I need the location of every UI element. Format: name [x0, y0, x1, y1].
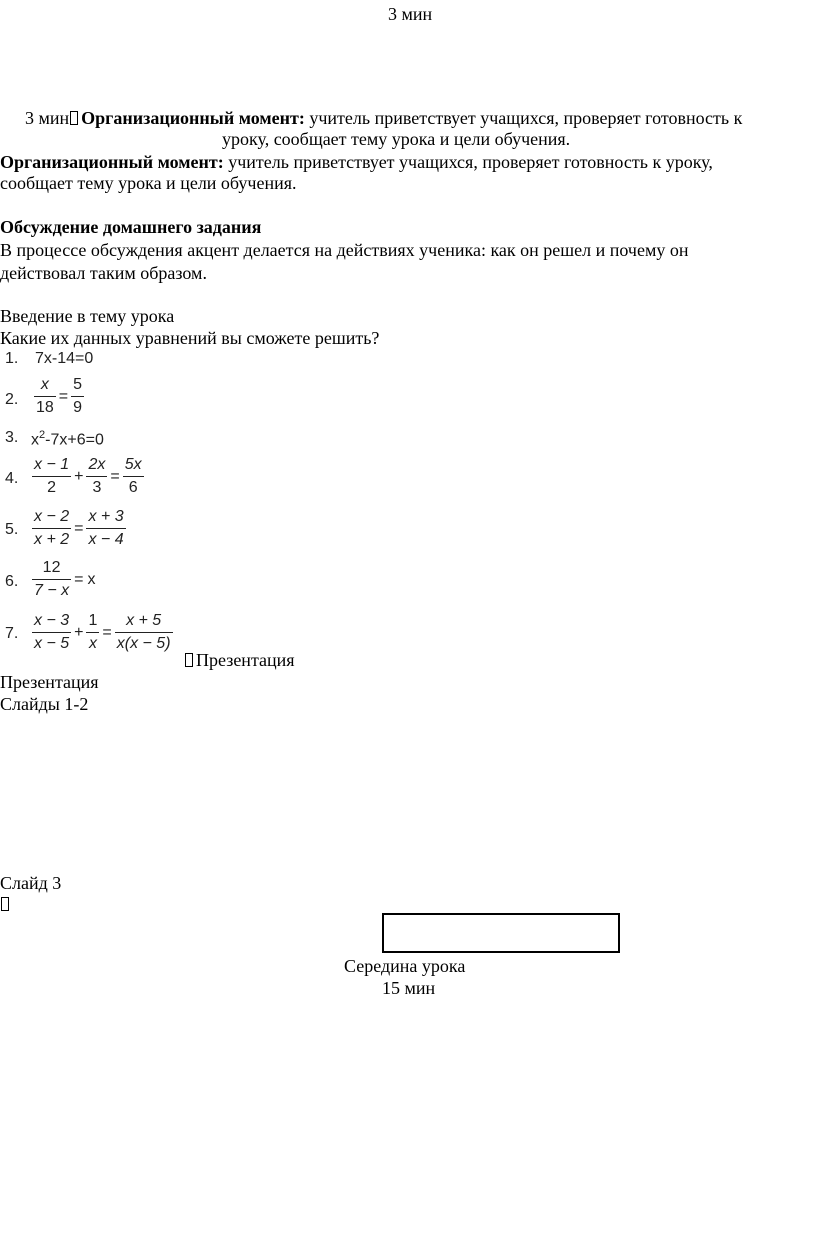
- homework-title-text: Обсуждение домашнего задания: [0, 217, 262, 237]
- eq7-den3: x(x − 5): [116, 635, 171, 652]
- eq7-num1: x − 3: [32, 610, 71, 633]
- eq6: [31, 557, 97, 602]
- empty-frame: [382, 913, 620, 953]
- eq4-num3: 5x: [123, 454, 144, 477]
- eq7-num3: x + 5: [115, 610, 173, 633]
- stage-text-1: учитель приветствует учащихся, проверяет готовность к: [304, 108, 743, 128]
- eq4-num1: x − 1: [32, 454, 71, 477]
- eq2-den1: 18: [36, 399, 54, 416]
- slides-1-2: Слайды 1-2: [0, 694, 89, 714]
- org-title: Организационный момент:: [0, 152, 224, 172]
- eq4-den1: 2: [47, 479, 57, 496]
- eq3: [31, 429, 104, 449]
- eq1-number: 1.: [5, 350, 19, 367]
- missing-glyph-icon: [1, 897, 9, 911]
- eq6-number: 6.: [5, 573, 19, 590]
- eq3-base: x: [31, 431, 39, 449]
- eq4-den3: 6: [128, 479, 138, 496]
- eq7-eq: =: [102, 623, 112, 641]
- eq7-den1: x − 5: [34, 635, 70, 652]
- presentation-inline-label: Презентация: [196, 650, 295, 670]
- eq4-den2: 3: [92, 479, 102, 496]
- eq4-eq: =: [110, 467, 120, 485]
- missing-glyph-icon: [185, 653, 193, 667]
- slide-3: Слайд 3: [0, 873, 62, 893]
- eq5-den1: x + 2: [34, 531, 70, 548]
- eq5-num2: x + 3: [86, 506, 125, 529]
- eq6-eq: =: [74, 570, 84, 588]
- homework-title: [0, 216, 261, 238]
- org-line-1: [0, 151, 713, 173]
- eq7-den2: x: [88, 635, 97, 652]
- missing-glyph-line: [0, 893, 12, 915]
- eq2-eq: =: [58, 387, 69, 405]
- homework-line-1: В процессе обсуждения акцент делается на действиях ученика: как он решел и почему он: [0, 240, 689, 260]
- eq1: 7x-14=0: [35, 350, 94, 367]
- stage-text-2: уроку, сообщает тему урока и цели обучения.: [222, 129, 571, 149]
- eq6-den1: 7 − x: [34, 582, 70, 599]
- stage-title: Организационный момент:: [81, 108, 305, 128]
- middle-time: 15 мин: [382, 978, 436, 998]
- intro-question: Какие их данных уравнений вы сможете решить?: [0, 328, 380, 348]
- homework-line-2: действовал таким образом.: [0, 263, 207, 283]
- eq6-rhs: x: [87, 570, 96, 588]
- eq7: [31, 610, 174, 655]
- missing-glyph-icon: [70, 111, 78, 125]
- eq4-num2: 2x: [86, 454, 107, 477]
- eq3-sup: 2: [39, 429, 46, 441]
- org-text-1: учитель приветствует учащихся, проверяет готовность к уроку,: [223, 152, 713, 172]
- middle-title: Середина урока: [344, 956, 466, 976]
- eq2-num2: 5: [71, 374, 84, 397]
- presentation-inline: [184, 649, 295, 671]
- eq7-number: 7.: [5, 625, 19, 642]
- eq5-num1: x − 2: [32, 506, 71, 529]
- eq6-num1: 12: [32, 557, 71, 580]
- stage-line-1: [25, 107, 742, 129]
- header-time: 3 мин: [388, 4, 433, 24]
- eq5-eq: =: [74, 519, 84, 537]
- eq5-den2: x − 4: [88, 531, 124, 548]
- org-text-2: сообщает тему урока и цели обучения.: [0, 173, 297, 193]
- eq2-number: 2.: [5, 391, 19, 408]
- eq5-number: 5.: [5, 521, 19, 538]
- eq3-rest: -7x+6=0: [45, 431, 104, 449]
- stage-time: 3 мин: [25, 108, 70, 128]
- eq2-den2: 9: [73, 399, 83, 416]
- eq3-number: 3.: [5, 429, 19, 446]
- intro-title: Введение в тему урока: [0, 306, 175, 326]
- presentation-label: Презентация: [0, 672, 99, 692]
- eq5: [31, 506, 127, 551]
- eq4-number: 4.: [5, 470, 19, 487]
- eq7-num2: 1: [86, 610, 99, 633]
- eq2: [33, 374, 85, 419]
- eq7-plus: +: [74, 623, 84, 641]
- eq4: [31, 454, 145, 499]
- eq4-plus: +: [74, 467, 84, 485]
- eq2-num1: x: [34, 374, 56, 397]
